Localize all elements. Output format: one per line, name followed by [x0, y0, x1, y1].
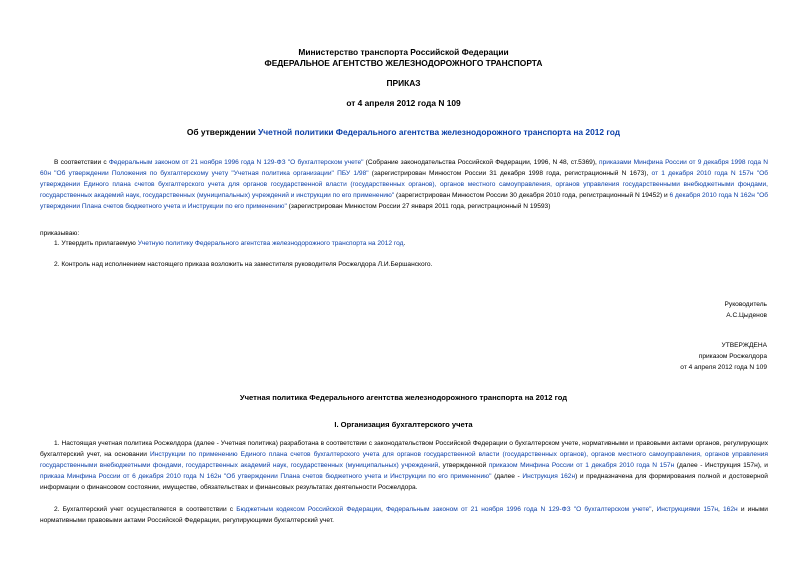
accounting-policy-link[interactable]: Учетную политику Федерального агентства железнодорожного транспорта на 2012 год	[137, 240, 404, 247]
preamble-text-5: (зарегистрирован Минюстом России 27 января 2011 года, регистрационный N 19593)	[286, 203, 551, 210]
approved-by-order: приказом Росжелдора	[698, 353, 767, 360]
title-prefix: Об утверждении	[186, 127, 259, 137]
order-item-2: 2. Контроль над исполнением настоящего приказа возложить на заместителя руководителя Росжелдора Л.И.Бершанского.	[54, 261, 433, 268]
p1-text-5: ) и предназначена для формирования полной и достоверной информации о финансовом состоянии, имуществе, обязательствах и финансовых результатах деятельности Росжелдора.	[40, 473, 768, 491]
document-header	[0, 47, 807, 69]
order-157n-link[interactable]: от 1 декабря 2010 года N 157н "Об утверждении Единого плана счетов бухгалтерского учета для органов государственной власти (государственных органов), органов местного самоуправления, органов управления государственными внебюджетными фондами, государственных академий наук, государственных (муниципальных) учреждений и инструкции по его применению"	[40, 170, 768, 199]
minfin-162n-order-link[interactable]: приказа Минфина России от 6 декабря 2010 года N 162н "Об утверждении Плана счетов бюджетного учета и Инструкции по его применению"	[40, 473, 492, 480]
law-129fz-link[interactable]: Федеральным законом от 21 ноября 1996 года N 129-ФЗ "О бухгалтерском учете"	[108, 159, 364, 166]
p2-text-5: и иными нормативными правовыми актами Российской Федерации, регулирующими бухгалтерский учет.	[40, 506, 768, 524]
preamble-text-4: (зарегистрирован Минюстом России 30 декабря 2010 года, регистрационный N 19452) и	[394, 192, 670, 199]
p2-text-3: ,	[651, 506, 657, 513]
order-60n-link[interactable]: приказами Минфина России от 9 декабря 1998 года N 60н "Об утверждении Положения по бухгалтерскому учету "Учетная политика организации" ПБУ 1/98"	[40, 159, 768, 177]
instruction-162n-link[interactable]: Инструкция 162н	[522, 473, 576, 480]
item1-suffix: .	[403, 240, 406, 247]
approval-block	[680, 340, 767, 373]
approval-date: от 4 апреля 2012 года N 109	[680, 364, 767, 371]
title-link[interactable]: Учетной политики Федерального агентства железнодорожного транспорта на 2012 год	[258, 127, 621, 137]
agency-name: ФЕДЕРАЛЬНОЕ АГЕНТСТВО ЖЕЛЕЗНОДОРОЖНОГО ТРАНСПОРТА	[264, 58, 543, 68]
preamble-text-3: (зарегистрирован Минюстом России 31 декабря 1998 года, регистрационный N 1673),	[368, 170, 652, 177]
order-item-1	[54, 238, 405, 249]
item1-prefix: 1. Утвердить прилагаемую	[54, 240, 138, 247]
p1-text-1: 1. Настоящая учетная политика Росжелдора (далее - Учетная политика) разработана в соответствии с законодательством Российской Федерации о бухгалтерском учете, нормативными и правовыми актами органов, регулирующих бухгалтерский учет, на основании	[40, 440, 768, 458]
document-type: ПРИКАЗ	[386, 78, 421, 88]
order-title	[0, 127, 807, 137]
policy-paragraph-2	[40, 504, 768, 526]
approved-label: УТВЕРЖДЕНА	[721, 342, 767, 349]
instruction-157n-link[interactable]: Инструкции по применению Единого плана счетов бухгалтерского учета для органов государственной власти (государственных органов), органов местного самоуправления, органов управления государственными внебюджетными фондами, государственных академий наук, государственных (муниципальных) учреждений	[40, 451, 768, 469]
p1-text-2: , утвержденной	[438, 462, 489, 469]
signature-block	[725, 299, 767, 321]
preamble-text-2: (Собрание законодательства Российской Федерации, 1996, N 48, ст.5369),	[363, 159, 600, 166]
ministry-name: Министерство транспорта Российской Федерации	[298, 47, 509, 57]
p2-text-4: ,	[718, 506, 723, 513]
section-1-title: I. Организация бухгалтерского учета	[334, 420, 473, 429]
budget-code-link[interactable]: Бюджетным кодексом Российской Федерации	[236, 506, 381, 513]
law-129fz-link-2[interactable]: Федеральным законом от 21 ноября 1996 года N 129-ФЗ "О бухгалтерском учете"	[385, 506, 652, 513]
policy-paragraph-1	[40, 438, 768, 493]
p2-text-2: ,	[380, 506, 386, 513]
instructions-162n-link[interactable]: 162н	[723, 506, 738, 513]
order-date-number: от 4 апреля 2012 года N 109	[346, 98, 461, 108]
signature-name: А.С.Цыденов	[726, 312, 767, 319]
p1-text-3: (далее - Инструкция 157н), и	[674, 462, 768, 469]
policy-title: Учетная политика Федерального агентства железнодорожного транспорта на 2012 год	[239, 393, 568, 402]
minfin-157n-order-link[interactable]: приказом Минфина России от 1 декабря 2010 года N 157н	[488, 462, 675, 469]
instructions-157n-link[interactable]: Инструкциями 157н	[656, 506, 718, 513]
preamble-text-1: В соответствии с	[54, 159, 109, 166]
p1-text-4: (далее -	[491, 473, 523, 480]
signature-role: Руководитель	[724, 301, 767, 308]
preamble	[40, 157, 768, 212]
p2-text-1: 2. Бухгалтерский учет осуществляется в соответствии с	[54, 506, 237, 513]
prikazyvayu-label: приказываю:	[40, 230, 80, 237]
order-162n-link[interactable]: 6 декабря 2010 года N 162н "Об утверждении Плана счетов бюджетного учета и Инструкции по его применению"	[40, 192, 768, 210]
